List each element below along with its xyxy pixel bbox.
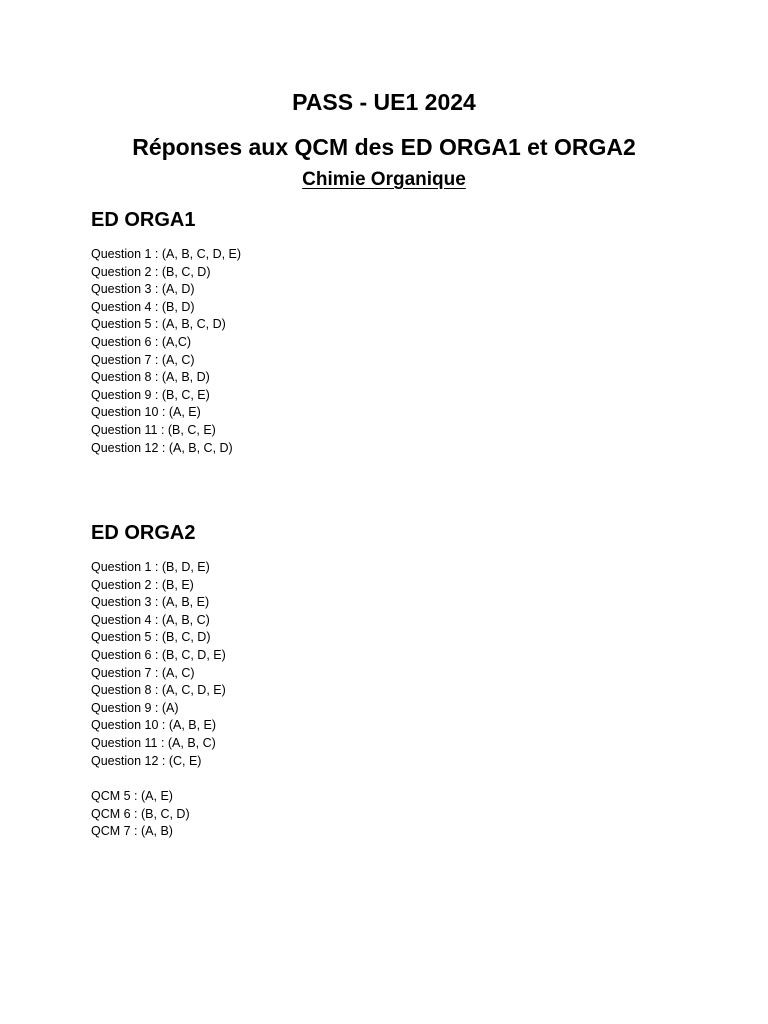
answer-item: Question 11 : (A, B, C) — [91, 735, 216, 750]
answer-item: Question 4 : (B, D) — [91, 299, 195, 314]
answer-item: Question 9 : (B, C, E) — [91, 387, 210, 402]
page-subtitle: Réponses aux QCM des ED ORGA1 et ORGA2 — [132, 134, 636, 160]
answer-item: Question 12 : (C, E) — [91, 753, 202, 768]
answer-item: Question 6 : (A,C) — [91, 334, 192, 349]
answer-item: Question 5 : (B, C, D) — [91, 630, 211, 645]
section-heading-orga1: ED ORGA1 — [91, 209, 196, 231]
answer-item: Question 9 : (A) — [91, 700, 179, 715]
answer-item: Question 2 : (B, E) — [91, 577, 194, 592]
answer-item: Question 7 : (A, C) — [91, 352, 195, 367]
answer-item: Question 8 : (A, C, D, E) — [91, 683, 226, 698]
subject-heading: Chimie Organique — [302, 169, 466, 190]
answer-item: Question 1 : (A, B, C, D, E) — [91, 247, 242, 261]
answer-item: Question 11 : (B, C, E) — [91, 422, 216, 437]
answer-item: Question 5 : (A, B, C, D) — [91, 317, 226, 332]
answer-item: Question 3 : (A, B, E) — [91, 595, 210, 610]
page-title: PASS - UE1 2024 — [292, 89, 476, 115]
qcm-answer-list-orga2 — [91, 788, 190, 841]
qcm-answer-item: QCM 6 : (B, C, D) — [91, 806, 190, 821]
answer-list-orga1 — [91, 246, 241, 457]
answer-item: Question 3 : (A, D) — [91, 282, 195, 297]
answer-item: Question 4 : (A, B, C) — [91, 612, 210, 627]
answer-item: Question 8 : (A, B, D) — [91, 370, 210, 385]
answer-item: Question 7 : (A, C) — [91, 665, 195, 680]
answer-item: Question 12 : (A, B, C, D) — [91, 440, 233, 455]
answer-item: Question 1 : (B, D, E) — [91, 560, 210, 574]
section-heading-orga2: ED ORGA2 — [91, 522, 196, 544]
answer-item: Question 6 : (B, C, D, E) — [91, 647, 226, 662]
answer-item: Question 10 : (A, E) — [91, 405, 201, 420]
answer-list-orga2 — [91, 559, 226, 770]
answer-item: Question 2 : (B, C, D) — [91, 264, 211, 279]
qcm-answer-item: QCM 7 : (A, B) — [91, 824, 173, 839]
answer-item: Question 10 : (A, B, E) — [91, 718, 217, 733]
qcm-answer-item: QCM 5 : (A, E) — [91, 789, 173, 803]
